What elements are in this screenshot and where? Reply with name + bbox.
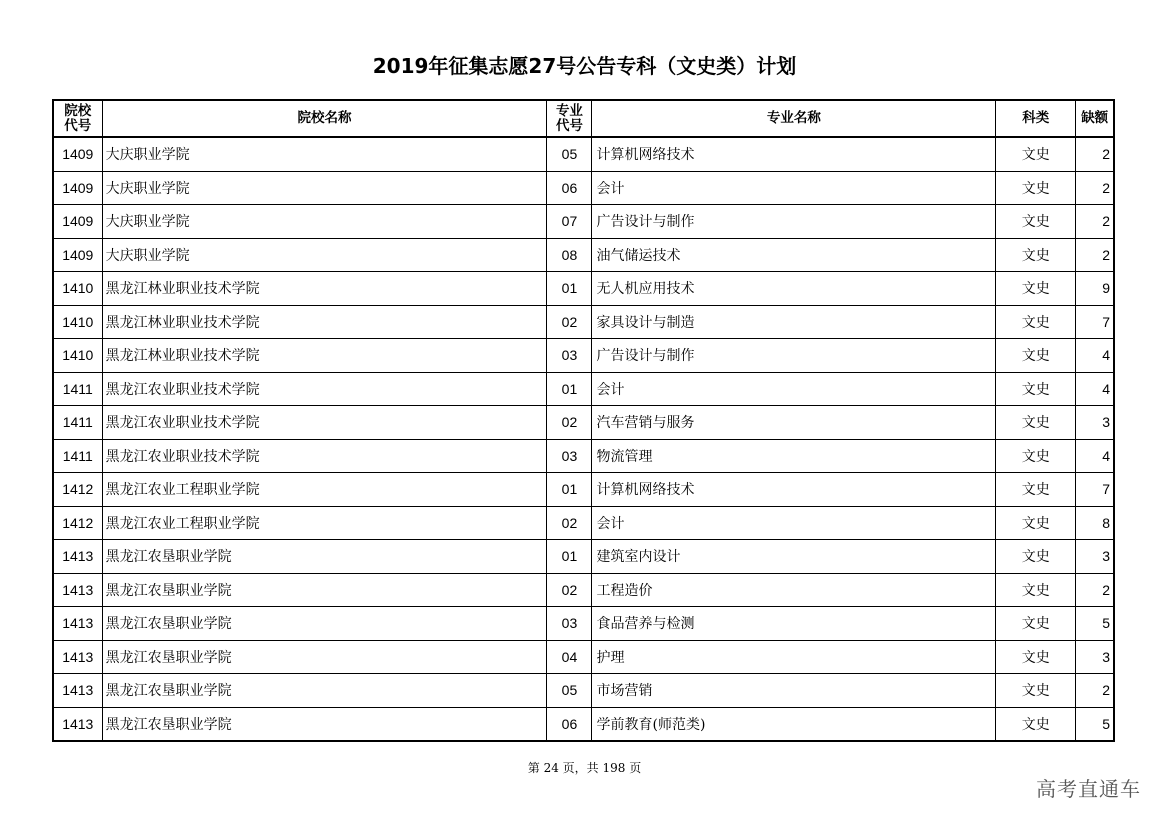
table-row <box>53 439 1114 473</box>
header-major-code <box>547 100 592 137</box>
header-school-code <box>53 100 102 137</box>
cell-school-name: 黑龙江林业职业技术学院 <box>102 305 547 339</box>
cell-category: 文史 <box>996 506 1076 540</box>
cell-category: 文史 <box>996 406 1076 440</box>
header-school-name: 院校名称 <box>102 100 547 137</box>
table-row <box>53 339 1114 373</box>
cell-school-name: 黑龙江农垦职业学院 <box>102 607 547 641</box>
cell-major-code: 02 <box>547 506 592 540</box>
cell-category: 文史 <box>996 674 1076 708</box>
cell-quota: 3 <box>1076 640 1114 674</box>
cell-category: 文史 <box>996 640 1076 674</box>
cell-quota: 2 <box>1076 573 1114 607</box>
cell-quota: 2 <box>1076 205 1114 239</box>
cell-quota: 5 <box>1076 707 1114 741</box>
cell-major-name: 会计 <box>592 506 996 540</box>
table-row <box>53 640 1114 674</box>
cell-quota: 7 <box>1076 305 1114 339</box>
cell-school-code: 1409 <box>53 171 102 205</box>
cell-school-name: 黑龙江农垦职业学院 <box>102 573 547 607</box>
cell-school-code: 1413 <box>53 640 102 674</box>
cell-school-name: 大庆职业学院 <box>102 238 547 272</box>
cell-school-name: 黑龙江林业职业技术学院 <box>102 339 547 373</box>
table-row <box>53 372 1114 406</box>
enrollment-plan-table <box>52 99 1115 742</box>
cell-school-code: 1409 <box>53 137 102 171</box>
table-body <box>53 137 1114 741</box>
cell-major-name: 广告设计与制作 <box>592 339 996 373</box>
cell-school-code: 1413 <box>53 674 102 708</box>
cell-quota: 8 <box>1076 506 1114 540</box>
cell-major-name: 汽车营销与服务 <box>592 406 996 440</box>
cell-school-code: 1409 <box>53 238 102 272</box>
cell-school-name: 大庆职业学院 <box>102 137 547 171</box>
cell-school-name: 黑龙江农业职业技术学院 <box>102 439 547 473</box>
cell-major-code: 02 <box>547 573 592 607</box>
cell-category: 文史 <box>996 573 1076 607</box>
cell-quota: 4 <box>1076 372 1114 406</box>
page-footer: 第 24 页，共 198 页 <box>527 761 642 775</box>
cell-major-code: 01 <box>547 540 592 574</box>
cell-major-code: 01 <box>547 272 592 306</box>
cell-major-name: 工程造价 <box>592 573 996 607</box>
cell-major-name: 建筑室内设计 <box>592 540 996 574</box>
cell-school-code: 1413 <box>53 607 102 641</box>
cell-category: 文史 <box>996 305 1076 339</box>
cell-category: 文史 <box>996 540 1076 574</box>
cell-major-name: 家具设计与制造 <box>592 305 996 339</box>
table-row <box>53 171 1114 205</box>
cell-major-name: 会计 <box>592 372 996 406</box>
table-row <box>53 137 1114 171</box>
cell-school-name: 黑龙江农垦职业学院 <box>102 707 547 741</box>
cell-quota: 9 <box>1076 272 1114 306</box>
cell-major-name: 学前教育(师范类) <box>592 707 996 741</box>
table-row <box>53 540 1114 574</box>
header-quota: 缺额 <box>1076 100 1114 137</box>
cell-school-code: 1410 <box>53 272 102 306</box>
cell-major-name: 无人机应用技术 <box>592 272 996 306</box>
cell-major-code: 01 <box>547 372 592 406</box>
cell-school-code: 1413 <box>53 707 102 741</box>
cell-major-code: 05 <box>547 137 592 171</box>
cell-major-code: 04 <box>547 640 592 674</box>
cell-major-name: 计算机网络技术 <box>592 137 996 171</box>
cell-school-code: 1412 <box>53 506 102 540</box>
cell-category: 文史 <box>996 272 1076 306</box>
cell-quota: 3 <box>1076 406 1114 440</box>
table-row <box>53 272 1114 306</box>
cell-major-code: 03 <box>547 607 592 641</box>
cell-school-code: 1411 <box>53 439 102 473</box>
cell-quota: 3 <box>1076 540 1114 574</box>
cell-major-code: 02 <box>547 406 592 440</box>
table-row <box>53 305 1114 339</box>
cell-major-name: 食品营养与检测 <box>592 607 996 641</box>
header-major-code-label: 专业代号 <box>555 102 583 134</box>
cell-major-name: 市场营销 <box>592 674 996 708</box>
cell-school-code: 1410 <box>53 305 102 339</box>
cell-school-code: 1409 <box>53 205 102 239</box>
table-row <box>53 473 1114 507</box>
table-row <box>53 238 1114 272</box>
cell-category: 文史 <box>996 372 1076 406</box>
cell-quota: 4 <box>1076 339 1114 373</box>
cell-major-code: 06 <box>547 707 592 741</box>
cell-major-name: 油气储运技术 <box>592 238 996 272</box>
cell-major-code: 01 <box>547 473 592 507</box>
cell-quota: 2 <box>1076 137 1114 171</box>
table-row <box>53 707 1114 741</box>
cell-quota: 2 <box>1076 171 1114 205</box>
cell-quota: 2 <box>1076 674 1114 708</box>
cell-school-name: 黑龙江农业职业技术学院 <box>102 406 547 440</box>
cell-quota: 4 <box>1076 439 1114 473</box>
cell-major-code: 06 <box>547 171 592 205</box>
cell-major-name: 广告设计与制作 <box>592 205 996 239</box>
table-header-row <box>53 100 1114 137</box>
cell-major-code: 05 <box>547 674 592 708</box>
cell-major-code: 08 <box>547 238 592 272</box>
cell-major-code: 02 <box>547 305 592 339</box>
cell-quota: 2 <box>1076 238 1114 272</box>
cell-category: 文史 <box>996 171 1076 205</box>
cell-school-code: 1413 <box>53 573 102 607</box>
cell-school-name: 黑龙江农业工程职业学院 <box>102 473 547 507</box>
cell-category: 文史 <box>996 238 1076 272</box>
cell-category: 文史 <box>996 607 1076 641</box>
cell-school-code: 1411 <box>53 406 102 440</box>
cell-major-code: 03 <box>547 339 592 373</box>
cell-category: 文史 <box>996 339 1076 373</box>
table-row <box>53 607 1114 641</box>
cell-category: 文史 <box>996 439 1076 473</box>
cell-category: 文史 <box>996 205 1076 239</box>
header-major-name: 专业名称 <box>592 100 996 137</box>
cell-school-name: 大庆职业学院 <box>102 205 547 239</box>
cell-school-code: 1412 <box>53 473 102 507</box>
cell-school-code: 1410 <box>53 339 102 373</box>
cell-school-name: 黑龙江农业工程职业学院 <box>102 506 547 540</box>
table-row <box>53 674 1114 708</box>
cell-category: 文史 <box>996 137 1076 171</box>
cell-school-name: 黑龙江农垦职业学院 <box>102 674 547 708</box>
cell-major-name: 护理 <box>592 640 996 674</box>
table-row <box>53 573 1114 607</box>
cell-major-name: 计算机网络技术 <box>592 473 996 507</box>
cell-school-name: 黑龙江农业职业技术学院 <box>102 372 547 406</box>
page-title: 2019年征集志愿27号公告专科（文史类）计划 <box>372 54 797 78</box>
table-row <box>53 406 1114 440</box>
cell-major-code: 07 <box>547 205 592 239</box>
cell-major-name: 会计 <box>592 171 996 205</box>
cell-school-code: 1411 <box>53 372 102 406</box>
cell-category: 文史 <box>996 473 1076 507</box>
cell-school-name: 黑龙江林业职业技术学院 <box>102 272 547 306</box>
header-school-code-label: 院校代号 <box>64 102 92 134</box>
cell-major-code: 03 <box>547 439 592 473</box>
cell-major-name: 物流管理 <box>592 439 996 473</box>
watermark: 高考直通车 <box>1036 777 1141 801</box>
cell-school-name: 黑龙江农垦职业学院 <box>102 640 547 674</box>
table-row <box>53 506 1114 540</box>
cell-school-name: 黑龙江农垦职业学院 <box>102 540 547 574</box>
table-row <box>53 205 1114 239</box>
cell-school-name: 大庆职业学院 <box>102 171 547 205</box>
cell-quota: 7 <box>1076 473 1114 507</box>
cell-quota: 5 <box>1076 607 1114 641</box>
header-category: 科类 <box>996 100 1076 137</box>
cell-school-code: 1413 <box>53 540 102 574</box>
cell-category: 文史 <box>996 707 1076 741</box>
